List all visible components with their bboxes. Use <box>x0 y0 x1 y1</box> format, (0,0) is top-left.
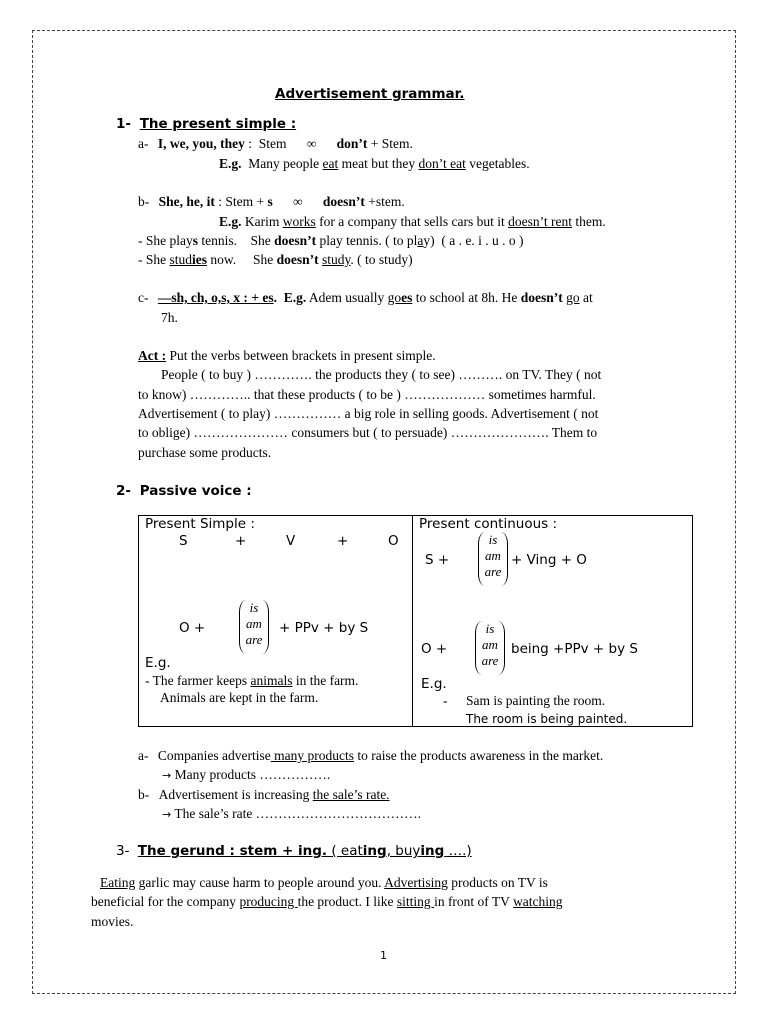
example-text: them. <box>571 214 606 229</box>
suffix: s <box>192 233 199 248</box>
example-text: vegetables. <box>465 156 530 171</box>
gerund-paragraph-line-1 <box>100 875 548 891</box>
heading-example: ….) <box>444 843 472 859</box>
section-2-heading <box>116 483 252 499</box>
exercise-b <box>138 787 390 803</box>
negation-word: doesn’t <box>322 194 365 209</box>
section-title: Passive voice : <box>139 483 252 499</box>
example-text: at <box>579 290 593 305</box>
be-forms <box>240 600 268 648</box>
exercise-text: to raise the products awareness in the market. <box>353 748 604 763</box>
be-bracket <box>478 532 508 586</box>
be-am: am <box>482 637 498 652</box>
example-label: E.g. <box>219 156 242 171</box>
be-bracket <box>475 621 505 675</box>
rule-text: + Stem. <box>367 136 413 151</box>
section-title: The present simple : <box>139 116 297 132</box>
paragraph-text: products on TV is <box>447 875 548 890</box>
rule-c-continued: 7h. <box>161 310 178 325</box>
example-text: . ( to study) <box>350 252 413 267</box>
example-verb: study <box>322 252 351 267</box>
suffix: es <box>401 290 413 305</box>
negation-word: doesn’t <box>276 252 319 267</box>
rule-c <box>138 290 593 306</box>
rule-text: ∞ <box>272 194 323 209</box>
answer-line: Many products ……………. <box>171 767 331 782</box>
example-line-2 <box>138 252 413 268</box>
example-label: E.g. <box>283 290 307 305</box>
be-am: am <box>485 548 501 563</box>
heading-example: ( eat <box>327 843 363 859</box>
activity-label: Act : <box>138 348 167 363</box>
subject-pronouns: She, he, it <box>158 194 215 209</box>
example-text: tennis. She <box>198 233 275 248</box>
gerund: producing <box>239 894 298 909</box>
be-forms <box>476 621 504 669</box>
gerund: Advertising <box>384 875 448 890</box>
be-are: are <box>245 632 263 647</box>
rule-text: —sh, ch, o,s, x : + es <box>157 290 274 305</box>
example-text: Adem usually <box>306 290 388 305</box>
example-line-1 <box>138 233 524 249</box>
example-dash: - <box>443 693 448 708</box>
formula-verb: V <box>286 533 296 549</box>
example-passive: Animals are kept in the farm. <box>160 690 319 705</box>
formula-rest: + PPv + by S <box>279 620 369 636</box>
section-1-heading <box>116 116 296 132</box>
be-bracket <box>239 600 269 654</box>
gerund-paragraph-line-2 <box>91 894 563 910</box>
formula-object: O + <box>179 620 206 636</box>
formula-plus: + <box>337 533 349 549</box>
activity-line-5: purchase some products. <box>138 445 272 460</box>
example-a <box>219 156 530 172</box>
page-title: Advertisement grammar. <box>275 86 465 102</box>
example-passive: The room is being painted. <box>466 712 628 726</box>
formula-plus: + <box>235 533 247 549</box>
example-label: E.g. <box>145 655 171 671</box>
present-continuous-cell <box>413 516 693 727</box>
be-forms <box>479 532 507 580</box>
list-letter: b- <box>138 787 150 802</box>
gerund-paragraph-line-3: movies. <box>91 914 134 929</box>
be-are: are <box>484 564 502 579</box>
suffix: ing <box>362 843 387 859</box>
gerund: sitting <box>396 894 435 909</box>
heading-example: , buy <box>386 843 421 859</box>
list-letter: c- <box>138 290 149 305</box>
suffix: ies <box>192 252 208 267</box>
example-verb: doesn’t rent <box>508 214 572 229</box>
cell-title: Present Simple : <box>145 516 255 532</box>
exercise-a <box>138 748 603 764</box>
example-active: Sam is painting the room. <box>466 693 606 708</box>
be-are: are <box>481 653 499 668</box>
subject-pronouns: I, we, you, they <box>157 136 245 151</box>
be-is: is <box>488 532 498 547</box>
example-text: Many people <box>241 156 323 171</box>
gerund: watching <box>513 894 563 909</box>
example-verb: don’t eat <box>418 156 466 171</box>
formula-object: O <box>388 533 399 549</box>
example-verb: eat <box>322 156 339 171</box>
rule-text: . <box>273 290 284 305</box>
example-label: E.g. <box>421 676 447 692</box>
arrow-icon: → <box>162 808 172 821</box>
section-title: The gerund : stem + ing. <box>137 843 328 859</box>
example-verb: stud <box>169 252 193 267</box>
page-number: 1 <box>380 949 387 962</box>
example-text: play tennis. ( to pl <box>316 233 418 248</box>
paragraph-text: garlic may cause harm to people around you. <box>135 875 385 890</box>
paragraph-text: beneficial for the company <box>91 894 240 909</box>
exercise-text: Advertisement is increasing <box>158 787 313 802</box>
rule-text: : Stem ∞ <box>244 136 337 151</box>
vowel: a <box>417 233 424 248</box>
section-3-heading <box>116 843 472 859</box>
activity-line-3: Advertisement ( to play) …………… a big role in selling goods. Advertisement ( not <box>138 406 599 421</box>
list-letter: a- <box>138 136 149 151</box>
example-verb: go <box>387 290 402 305</box>
suffix: ing <box>420 843 445 859</box>
cell-title: Present continuous : <box>419 516 558 532</box>
example-text: Karim <box>241 214 283 229</box>
formula-subject: S + <box>425 552 450 568</box>
formula-subject: S <box>179 533 188 549</box>
rule-text: : Stem + <box>214 194 268 209</box>
suffix: s <box>267 194 273 209</box>
example-text: to school at 8h. He <box>412 290 521 305</box>
example-object: animals <box>250 673 293 688</box>
rule-a <box>138 136 413 152</box>
example-text: y) ( a . e. i . u . o ) <box>423 233 524 248</box>
negation-word: doesn’t <box>520 290 563 305</box>
section-number: 2- <box>116 483 131 499</box>
answer-line: The sale’s rate ………………………………. <box>171 806 422 821</box>
exercise-text: Companies advertise <box>157 748 271 763</box>
example-text: meat but they <box>338 156 419 171</box>
activity-line-1: People ( to buy ) …………. the products they ( to see) ………. on TV. They ( not <box>161 367 602 382</box>
rule-b <box>138 194 405 210</box>
example-verb: go <box>566 290 580 305</box>
example-text: for a company that sells cars but it <box>315 214 509 229</box>
be-is: is <box>485 621 495 636</box>
list-letter: a- <box>138 748 149 763</box>
exercise-b-answer <box>162 806 421 822</box>
formula-object: O + <box>421 641 448 657</box>
exercise-object: the sale’s rate. <box>312 787 390 802</box>
section-number: 1- <box>116 116 131 132</box>
example-b <box>219 214 606 230</box>
formula-rest: being +PPv + by S <box>511 641 638 657</box>
example-text: - She play <box>138 233 193 248</box>
exercise-a-answer <box>162 767 330 783</box>
example-text: - She <box>138 252 170 267</box>
negation-word: doesn’t <box>274 233 317 248</box>
paragraph-text: the product. I like <box>297 894 397 909</box>
list-letter: b- <box>138 194 150 209</box>
formula-rest: + Ving + O <box>511 552 587 568</box>
exercise-object: many products <box>270 748 354 763</box>
example-active <box>145 673 358 689</box>
example-text: - The farmer keeps <box>145 673 251 688</box>
arrow-icon: → <box>162 769 172 782</box>
activity-line-4: to oblige) ………………… consumers but ( to persuade) …………………. Them to <box>138 425 598 440</box>
activity-line-2: to know) ………….. that these products ( to be ) ……………… sometimes harmful. <box>138 387 596 402</box>
gerund: Eating <box>100 875 136 890</box>
negation-word: don’t <box>336 136 368 151</box>
example-text: in the farm. <box>292 673 359 688</box>
be-is: is <box>249 600 259 615</box>
be-am: am <box>246 616 262 631</box>
example-text: now. She <box>207 252 277 267</box>
activity-text: Put the verbs between brackets in present simple. <box>166 348 436 363</box>
paragraph-text: in front of TV <box>434 894 514 909</box>
present-simple-cell <box>139 516 413 727</box>
section-number: 3- <box>116 843 130 859</box>
passive-voice-table <box>138 515 693 727</box>
example-label: E.g. <box>219 214 242 229</box>
rule-text: +stem. <box>364 194 405 209</box>
example-verb: works <box>282 214 316 229</box>
activity-instruction <box>138 348 436 364</box>
